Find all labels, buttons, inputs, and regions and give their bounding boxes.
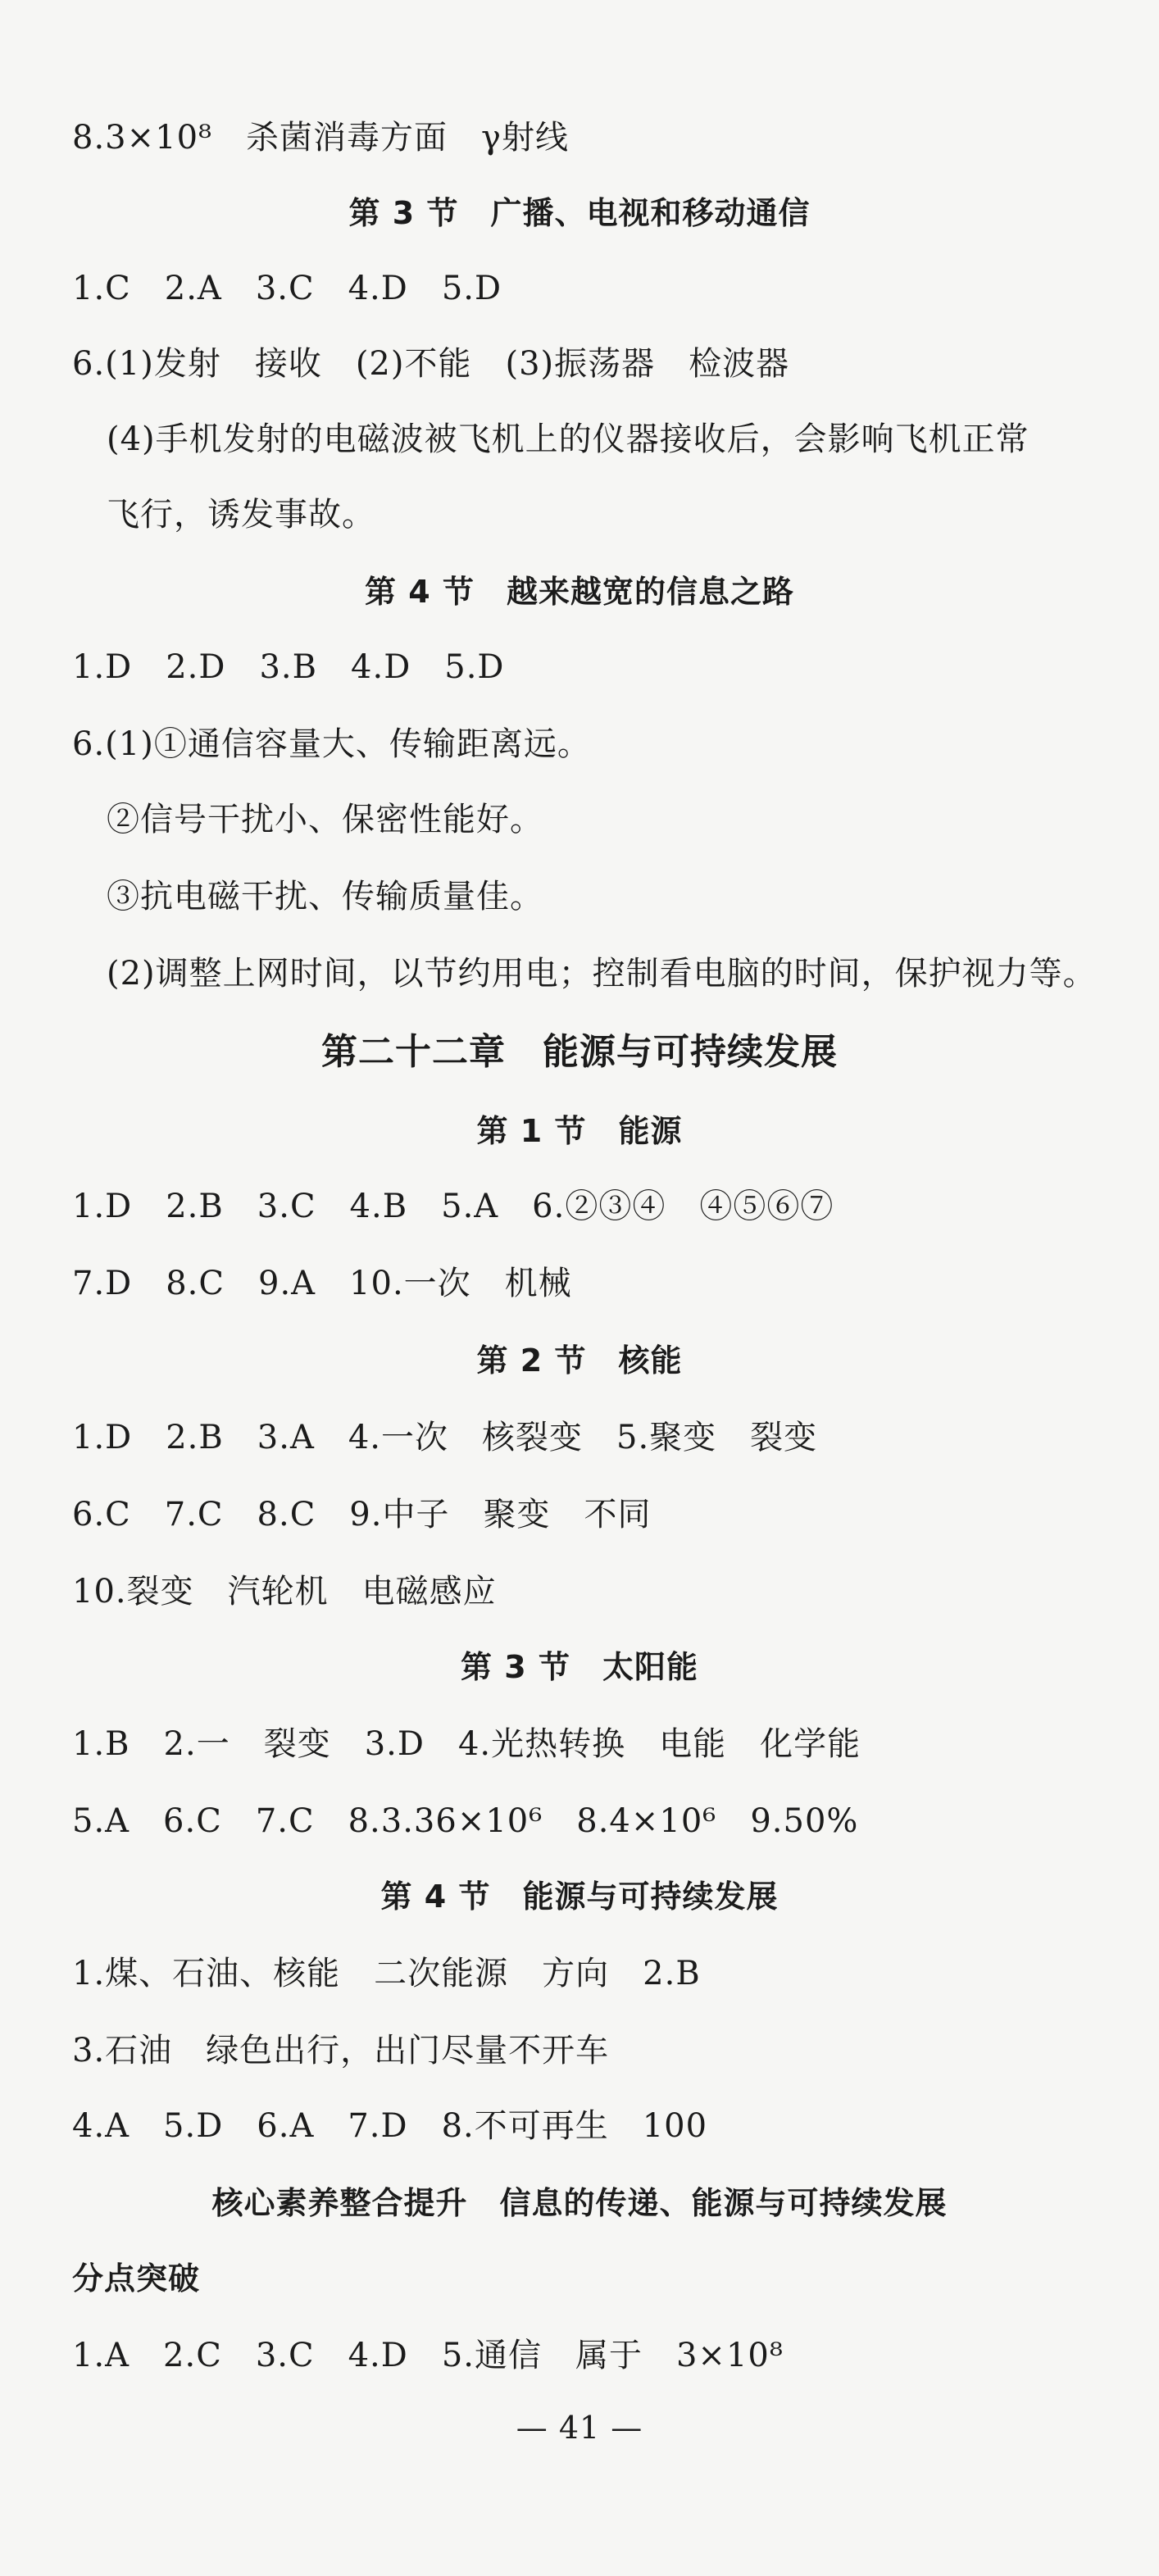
chapter-title: 第二十二章 能源与可持续发展 — [321, 1031, 838, 1073]
section-heading: 核心素养整合提升 信息的传递、能源与可持续发展 — [211, 2185, 948, 2221]
section-heading: 第 4 节 越来越宽的信息之路 — [365, 574, 794, 610]
answer-line: 7.D 8.C 9.A 10.一次 机械 — [72, 1265, 572, 1302]
answer-line: 3.石油 绿色出行，出门尽量不开车 — [72, 2032, 610, 2069]
answer-line: 5.A 6.C 7.C 8.3.36×10⁶ 8.4×10⁶ 9.50% — [72, 1802, 859, 1840]
answer-line: ③抗电磁干扰、传输质量佳。 — [107, 878, 543, 915]
answer-line: 1.A 2.C 3.C 4.D 5.通信 属于 3×10⁸ — [72, 2337, 784, 2374]
answer-line: 6.C 7.C 8.C 9.中子 聚变 不同 — [72, 1496, 652, 1533]
answer-line: 8.3×10⁸ 杀菌消毒方面 γ射线 — [72, 119, 569, 157]
answer-line: 4.A 5.D 6.A 7.D 8.不可再生 100 — [72, 2107, 708, 2145]
answer-line: 1.D 2.B 3.A 4.一次 核裂变 5.聚变 裂变 — [72, 1419, 818, 1456]
page-number: — 41 — — [516, 2410, 643, 2446]
section-heading: 第 3 节 广播、电视和移动通信 — [348, 195, 811, 231]
answer-line: 1.煤、石油、核能 二次能源 方向 2.B — [72, 1955, 701, 1992]
section-heading: 第 3 节 太阳能 — [461, 1649, 698, 1685]
answer-line: 1.D 2.D 3.B 4.D 5.D — [72, 648, 505, 686]
section-heading: 第 2 节 核能 — [476, 1343, 683, 1379]
answer-line: (4)手机发射的电磁波被飞机上的仪器接收后，会影响飞机正常 — [107, 420, 1029, 458]
subsection-heading: 分点突破 — [72, 2260, 201, 2297]
answer-line: 飞行，诱发事故。 — [107, 496, 375, 534]
answer-line: 6.(1)发射 接收 (2)不能 (3)振荡器 检波器 — [72, 345, 790, 383]
answer-line: (2)调整上网时间，以节约用电；控制看电脑的时间，保护视力等。 — [107, 955, 1097, 993]
section-heading: 第 4 节 能源与可持续发展 — [380, 1879, 779, 1915]
answer-line: 1.B 2.一 裂变 3.D 4.光热转换 电能 化学能 — [72, 1725, 861, 1763]
answer-line: 1.C 2.A 3.C 4.D 5.D — [72, 270, 502, 307]
answer-line: ②信号干扰小、保密性能好。 — [107, 801, 543, 838]
answer-line: 1.D 2.B 3.C 4.B 5.A 6.②③④ ④⑤⑥⑦ — [72, 1188, 834, 1225]
section-heading: 第 1 节 能源 — [476, 1113, 683, 1149]
answer-line: 10.裂变 汽轮机 电磁感应 — [72, 1573, 497, 1611]
answer-line: 6.(1)①通信容量大、传输距离远。 — [72, 725, 591, 763]
